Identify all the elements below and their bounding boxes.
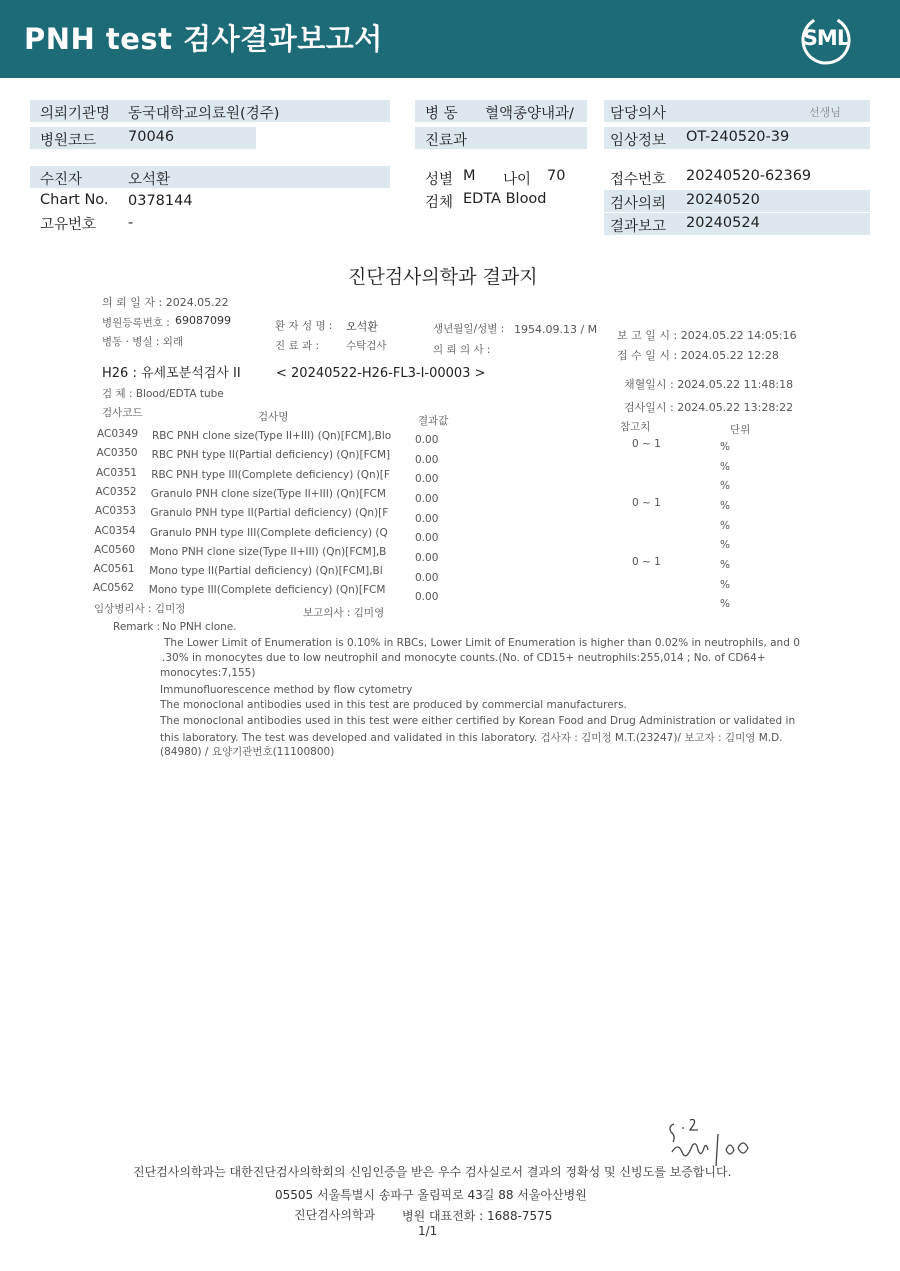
- dept-row: [415, 127, 587, 149]
- row-unit: %: [720, 519, 730, 532]
- row-code: AC0352: [95, 485, 137, 498]
- birth: 1954.09.13 / M: [514, 323, 598, 336]
- row-result: 0.00: [415, 591, 439, 604]
- sex-label: 성별: [425, 172, 454, 188]
- row-ref: 0 ~ 1: [632, 438, 661, 450]
- clinical-row: [604, 127, 870, 149]
- row-name: Granulo PNH clone size(Type II+III) (Qn)[FCM: [150, 487, 386, 500]
- col-ref: 참고치: [620, 421, 651, 433]
- remark-label: Remark :: [113, 621, 161, 633]
- row-code: AC0350: [96, 447, 138, 460]
- institution-row: [30, 100, 390, 122]
- row-unit: %: [720, 578, 730, 591]
- patient-row: [30, 166, 390, 188]
- reg-no-label: 병원등록번호 :: [102, 317, 170, 329]
- ward-row: [415, 100, 587, 122]
- row-name: Mono type II(Partial deficiency) (Qn)[FCM],Bl: [149, 565, 383, 578]
- patient-value: 오석환: [128, 172, 171, 188]
- result-label: 결과보고: [610, 219, 667, 235]
- footer-dept: 진단검사의학과: [294, 1208, 376, 1222]
- row-code: AC0353: [95, 505, 137, 518]
- row-name: RBC PNH type II(Partial deficiency) (Qn)[FCM]: [151, 449, 391, 462]
- row-result: 0.00: [415, 512, 439, 525]
- row-unit: %: [720, 460, 730, 473]
- clinical-value: OT-240520-39: [686, 129, 790, 145]
- row-result: 0.00: [415, 551, 439, 564]
- doctor-row: [604, 100, 870, 122]
- row-name: Granulo PNH type II(Partial deficiency) (Qn)[F: [150, 507, 389, 520]
- reg-no: 69087099: [175, 314, 231, 327]
- test-date: 검사일시 : 2024.05.22 13:28:22: [624, 401, 794, 414]
- row-name: Granulo PNH type III(Complete deficiency) (Q: [150, 526, 388, 539]
- reception-label: 접수번호: [610, 172, 667, 188]
- row-unit: %: [720, 539, 730, 552]
- row-result: 0.00: [415, 532, 439, 545]
- patient-label: 수진자: [40, 172, 83, 188]
- row-ref: 0 ~ 1: [632, 555, 661, 568]
- footer-page: 1/1: [418, 1224, 438, 1238]
- row-code: AC0560: [94, 543, 136, 556]
- unique-label: 고유번호: [40, 217, 97, 233]
- row-code: AC0354: [94, 524, 136, 537]
- receipt-date: 접 수 일 시 : 2024.05.22 12:28: [617, 349, 779, 362]
- remark-line: No PNH clone.: [162, 621, 237, 633]
- hospital-code-row: [30, 127, 256, 149]
- chart-label: Chart No.: [40, 192, 109, 208]
- report-date: 보 고 일 시 : 2024.05.22 14:05:16: [617, 329, 797, 342]
- test-heading: H26 : 유세포분석검사 II: [102, 366, 241, 381]
- row-ref: 0 ~ 1: [632, 496, 661, 509]
- sml-logo: [800, 14, 852, 66]
- remark-line: .30% in monocytes due to low neutrophil and monocyte counts.(No. of CD15+ neutrophils:255,014 ; No. of CD64+: [162, 652, 766, 664]
- row-name: RBC PNH clone size(Type II+III) (Qn)[FCM],Blo: [152, 430, 392, 442]
- row-unit: %: [720, 441, 730, 453]
- doctor-line: 의 뢰 의 사 :: [433, 344, 491, 356]
- institution-value: 동국대학교의료원(경주): [128, 106, 280, 122]
- dept-label: 진료과: [425, 133, 468, 149]
- sex-value: M: [463, 168, 476, 184]
- remark-line: The Lower Limit of Enumeration is 0.10% in RBCs, Lower Limit of Enumeration is higher than 0.02% in neutrophils, and 0: [164, 637, 800, 649]
- row-name: RBC PNH type III(Complete deficiency) (Qn)[F: [151, 468, 390, 481]
- patient-name-label: 환 자 성 명 :: [275, 320, 333, 332]
- doctor-label: 담당의사: [610, 106, 667, 122]
- barcode-number: < 20240522-H26-FL3-I-00003 >: [276, 366, 486, 381]
- remark-line: monocytes:7,155): [160, 667, 256, 679]
- ward-value: 혈액종양내과/: [485, 106, 574, 122]
- hospital-code-value: 70046: [128, 129, 175, 145]
- institution-label: 의뢰기관명: [40, 106, 111, 122]
- report-title: PNH test 검사결과보고서: [24, 22, 383, 56]
- technician: 임상병리사 : 김미정: [94, 603, 186, 615]
- remark-line: this laboratory. The test was developed and validated in this laboratory. 검사자 : 김미정 M.T.(23247)/ 보고자 : 김미영 M.D.: [160, 732, 783, 744]
- request-label: 검사의뢰: [610, 196, 667, 212]
- doctor-suffix: 선생님: [809, 106, 841, 119]
- row-result: 0.00: [415, 571, 439, 584]
- footer-cert: 진단검사의학과는 대한진단검사의학회의 신임인증을 받은 우수 검사실로서 결과의 정확성 및 신빙도를 보증합니다.: [133, 1165, 732, 1179]
- row-result: 0.00: [415, 473, 439, 486]
- logo-text: SML: [802, 26, 850, 50]
- request-date: 의 뢰 일 자 : 2024.05.22: [102, 296, 229, 309]
- clinical-label: 임상정보: [610, 133, 667, 149]
- row-code: AC0561: [93, 563, 135, 576]
- ward-label: 병 동: [425, 106, 458, 122]
- row-unit: %: [720, 499, 730, 512]
- result-row: [604, 213, 870, 235]
- col-name: 검사명: [258, 411, 289, 423]
- col-unit: 단위: [730, 424, 751, 436]
- row-result: 0.00: [415, 453, 439, 466]
- footer-phone: 병원 대표전화 : 1688-7575: [402, 1209, 553, 1223]
- scan-title: 진단검사의학과 결과지: [348, 266, 538, 288]
- age-label: 나이: [503, 172, 532, 188]
- footer-address: 05505 서울특별시 송파구 올림픽로 43길 88 서울아산병원: [275, 1188, 587, 1202]
- row-name: Mono PNH clone size(Type II+III) (Qn)[FCM],B: [149, 545, 387, 558]
- row-unit: %: [720, 480, 730, 493]
- remark-line: (84980) / 요양기관번호(11100800): [160, 746, 335, 758]
- col-result: 결과값: [418, 415, 449, 427]
- specimen-value: EDTA Blood: [463, 191, 547, 207]
- specimen-label: 검체: [425, 195, 454, 211]
- row-code: AC0349: [97, 428, 139, 440]
- row-unit: %: [720, 598, 730, 611]
- dept-line: 수탁검사: [346, 340, 387, 352]
- row-result: 0.00: [415, 434, 439, 446]
- reception-value: 20240520-62369: [686, 168, 812, 184]
- unique-value: -: [128, 215, 134, 231]
- request-row: [604, 190, 870, 212]
- dept-line-label: 진 료 과 :: [275, 340, 319, 352]
- request-value: 20240520: [686, 192, 760, 208]
- row-unit: %: [720, 558, 730, 571]
- report-header: [0, 0, 900, 78]
- col-code: 검사코드: [102, 407, 143, 419]
- specimen-line: 검 체 : Blood/EDTA tube: [102, 388, 224, 400]
- reporter: 보고의사 : 김미영: [303, 607, 385, 619]
- remark-line: The monoclonal antibodies used in this test were either certified by Korean Food and Drug Administration or validated in: [160, 715, 796, 727]
- collect-date: 채혈일시 : 2024.05.22 11:48:18: [624, 378, 794, 391]
- row-code: AC0351: [96, 466, 138, 479]
- hospital-code-label: 병원코드: [40, 133, 97, 149]
- ward-line: 병동 · 병실 : 외래: [102, 336, 184, 348]
- birth-label: 생년월일/성별 :: [433, 323, 505, 335]
- chart-value: 0378144: [128, 193, 193, 209]
- remark-line: The monoclonal antibodies used in this test are produced by commercial manufacturers.: [160, 699, 627, 711]
- remark-line: Immunofluorescence method by flow cytometry: [160, 684, 413, 696]
- row-code: AC0562: [93, 582, 135, 595]
- row-result: 0.00: [415, 492, 439, 505]
- age-value: 70: [547, 168, 566, 184]
- patient-name: 오석환: [346, 320, 378, 333]
- result-value: 20240524: [686, 215, 760, 231]
- row-name: Mono type III(Complete deficiency) (Qn)[FCM: [148, 584, 386, 597]
